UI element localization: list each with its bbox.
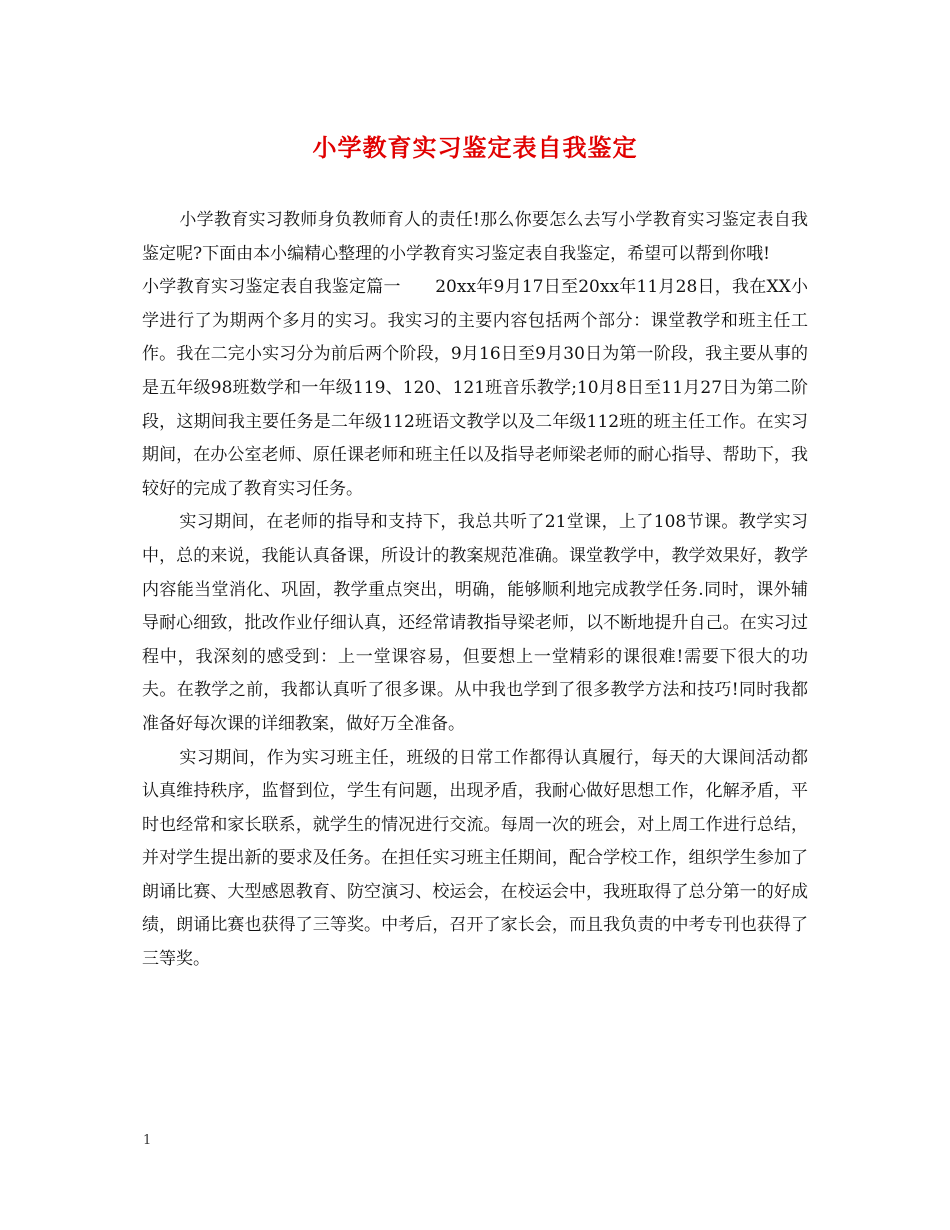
document-body (142, 204, 808, 977)
paragraph-class-teacher: 实习期间，作为实习班主任，班级的日常工作都得认真履行，每天的大课间活动都认真维持秩序，监督到位，学生有问题，出现矛盾，我耐心做好思想工作，化解矛盾，平时也经常和家长联系，就学生的情况进行交流。每周一次的班会，对上周工作进行总结，并对学生提出新的要求及任务。在担任实习班主任期间，配合学校工作，组织学生参加了朗诵比赛、大型感恩教育、防空演习、校运会，在校运会中，我班取得了总分第一的好成绩，朗诵比赛也获得了三等奖。中考后，召开了家长会，而且我负责的中考专刊也获得了三等奖。 (142, 747, 808, 970)
paragraph-intro: 小学教育实习教师身负教师育人的责任!那么你要怎么去写小学教育实习鉴定表自我鉴定呢?下面由本小编精心整理的小学教育实习鉴定表自我鉴定，希望可以帮到你哦! (142, 210, 808, 264)
page-number: 1 (143, 1133, 152, 1148)
paragraph-section-one: 小学教育实习鉴定表自我鉴定篇一 20xx年9月17日至20xx年11月28日，我在XX小学进行了为期两个多月的实习。我实习的主要内容包括两个部分：课堂教学和班主任工作。我在二完小实习分为前后两个阶段，9月16日至9月30日为第一阶段，我主要从事的是五年级98班数学和一年级119、120、121班音乐教学;10月8日至11月27日为第二阶段，这期间我主要任务是二年级112班语文教学以及二年级112班的班主任工作。在实习期间，在办公室老师、原任课老师和班主任以及指导老师梁老师的耐心指导、帮助下，我较好的完成了教育实习任务。 (142, 277, 808, 499)
document-title: 小学教育实习鉴定表自我鉴定 (312, 133, 638, 162)
paragraph-teaching: 实习期间，在老师的指导和支持下，我总共听了21堂课，上了108节课。教学实习中，总的来说，我能认真备课，所设计的教案规范准确。课堂教学中，教学效果好，教学内容能当堂消化、巩固，教学重点突出，明确，能够顺利地完成教学任务.同时，课外辅导耐心细致，批改作业仔细认真，还经常请教指导梁老师，以不断地提升自己。在实习过程中，我深刻的感受到：上一堂课容易，但要想上一堂精彩的课很难!需要下很大的功夫。在教学之前，我都认真听了很多课。从中我也学到了很多教学方法和技巧!同时我都准备好每次课的详细教案，做好万全准备。 (142, 512, 808, 734)
